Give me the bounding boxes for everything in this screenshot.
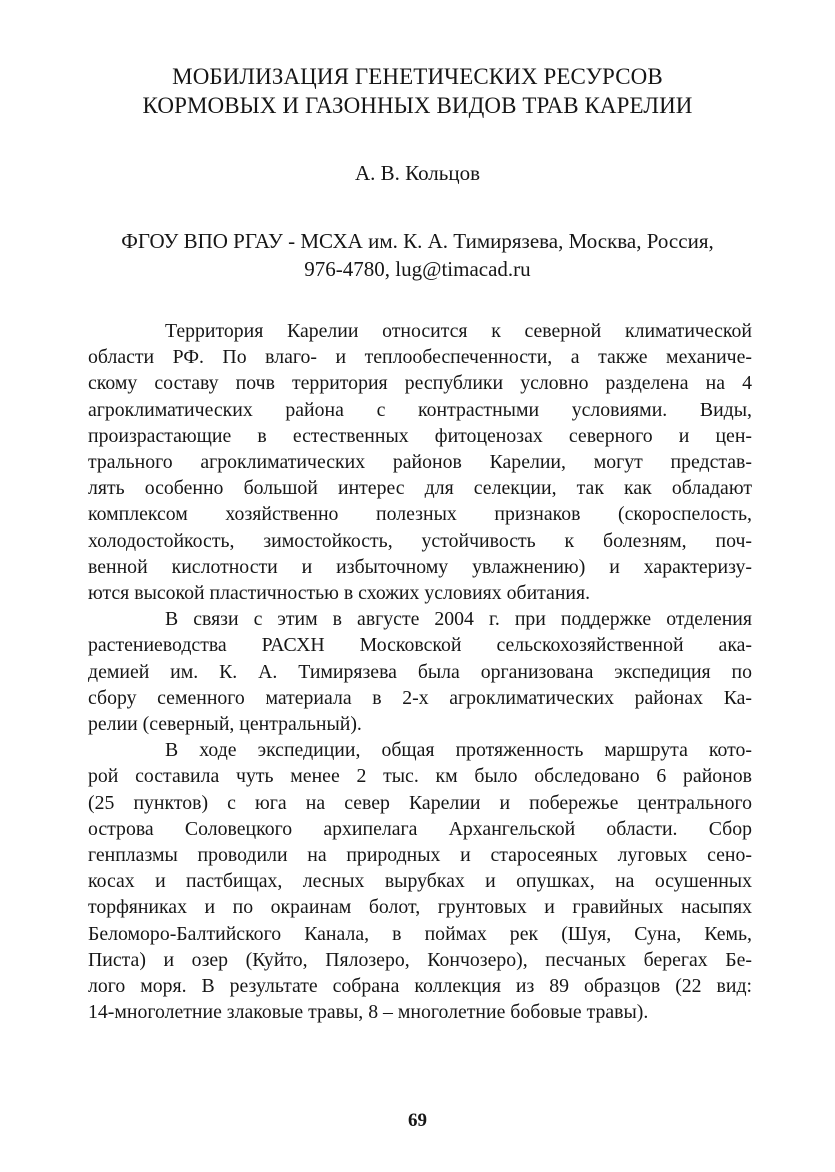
paragraph [88,318,752,606]
paragraph-line: лять особенно большой интерес для селекции, так как обладают [88,477,752,500]
title-line-1: МОБИЛИЗАЦИЯ ГЕНЕТИЧЕСКИХ РЕСУРСОВ [172,64,663,89]
paragraph-line: лого моря. В результате собрана коллекция из 89 образцов (22 вид: [88,975,752,998]
paragraph-line: (25 пунктов) с юга на север Карелии и побережье центрального [88,791,752,814]
paragraph-line: венной кислотности и избыточному увлажнению) и характеризу- [88,555,752,578]
paragraph [88,606,752,737]
paragraph-line: рой составила чуть менее 2 тыс. км было обследовано 6 районов [88,765,752,788]
paragraph-line: В связи с этим в августе 2004 г. при поддержке отделения [165,608,752,631]
affiliation-line-1: ФГОУ ВПО РГАУ - МСХА им. К. А. Тимирязева, Москва, Россия, [121,229,714,253]
paragraph-line: сбору семенного материала в 2-х агроклиматических районах Ка- [88,686,752,709]
article-body [88,318,752,1025]
affiliation-line-2: 976-4780, lug@timacad.ru [304,257,531,281]
paragraph-line: 14-многолетние злаковые травы, 8 – многолетние бобовые травы). [88,1001,649,1024]
paragraph-line: В ходе экспедиции, общая протяженность маршрута кото- [165,739,752,762]
paragraph-line: скому составу почв территория республики условно разделена на 4 [88,372,752,395]
page-number: 69 [408,1110,427,1131]
paragraph-line: комплексом хозяйственно полезных признаков (скороспелость, [88,503,752,526]
paragraph-line: торфяниках и по окраинам болот, грунтовых и гравийных насыпях [88,896,752,919]
paragraph-line: агроклиматических района с контрастными условиями. Виды, [88,398,752,421]
paragraph-line: демией им. К. А. Тимирязева была организована экспедиция по [88,660,752,683]
paragraph-line: холодостойкость, зимостойкость, устойчивость к болезням, поч- [88,529,752,552]
affiliation [70,227,765,283]
paragraph-line: области РФ. По влаго- и теплообеспеченности, а также механиче- [88,346,752,369]
paragraph-line: Территория Карелии относится к северной климатической [165,320,752,342]
author-name: А. В. Кольцов [354,161,481,185]
paragraph-line: ются высокой пластичностью в схожих условиях обитания. [88,582,591,605]
title-line-2: КОРМОВЫХ И ГАЗОННЫХ ВИДОВ ТРАВ КАРЕЛИИ [142,93,693,118]
paragraph-line: трального агроклиматических районов Карелии, могут представ- [88,451,752,474]
paragraph-line: произрастающие в естественных фитоценозах северного и цен- [88,424,752,447]
paragraph-line: острова Соловецкого архипелага Архангельской области. Сбор [88,817,752,840]
paragraph-line: косах и пастбищах, лесных вырубках и опушках, на осушенных [88,870,752,893]
paragraph-line: генплазмы проводили на природных и старосеяных луговых сено- [88,844,752,867]
article-title [80,62,755,120]
paragraph-line: Писта) и озер (Куйто, Пялозеро, Кончозеро), песчаных берегах Бе- [88,948,752,971]
paragraph [88,737,752,1025]
paragraph-line: релии (северный, центральный). [88,713,362,736]
paragraph-line: Беломоро-Балтийского Канала, в поймах рек (Шуя, Суна, Кемь, [88,922,752,945]
paragraph-line: растениеводства РАСХН Московской сельскохозяйственной ака- [88,634,752,657]
